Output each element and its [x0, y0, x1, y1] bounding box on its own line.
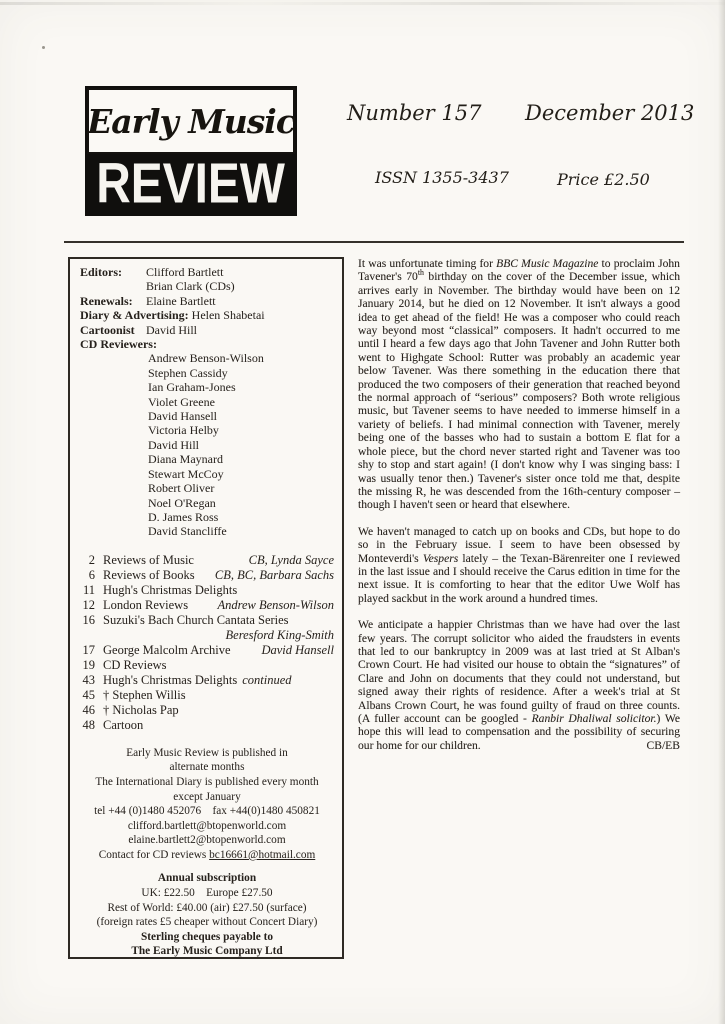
magazine-logo	[85, 86, 297, 216]
cd-reviewer-name: Noel O'Regan	[148, 495, 216, 510]
subscription-line: UK: £22.50 Europe £27.50	[141, 887, 273, 900]
diary-label: Diary & Advertising:	[80, 308, 189, 323]
publication-line: alternate months	[169, 761, 245, 774]
publication-info	[80, 746, 334, 863]
scan-artifact-right-edge	[718, 0, 725, 1024]
renewals-name: Elaine Bartlett	[146, 293, 216, 308]
cd-reviewer-name: David Hill	[148, 437, 199, 452]
cd-reviewer-name: Andrew Benson-Wilson	[148, 351, 264, 366]
cd-contact-line: Contact for CD reviews bc16661@hotmail.com	[98, 848, 316, 861]
contents-title-continued: continued	[242, 672, 292, 687]
masthead-renewals-row	[80, 294, 334, 308]
contents-page-number: 45	[82, 687, 95, 702]
contents-title: Hugh's Christmas Delights	[103, 672, 238, 687]
contents-author	[330, 718, 334, 733]
contents-author	[330, 583, 334, 598]
contents-title: CD Reviews	[103, 657, 167, 672]
subscription-line: (foreign rates £5 cheaper without Concert Diary)	[96, 916, 318, 929]
editor-name: Clifford Bartlett	[146, 265, 224, 279]
subscription-title: Annual subscription	[157, 872, 257, 885]
cd-reviewer-name: David Stancliffe	[148, 524, 227, 539]
contents-title: † Nicholas Pap	[103, 702, 179, 717]
cartoonist-name: David Hill	[146, 322, 197, 337]
contents-title: London Reviews	[103, 597, 189, 612]
contents-title: Hugh's Christmas Delights	[103, 582, 238, 597]
contents-page-number: 43	[82, 672, 95, 687]
masthead-cartoonist-row	[80, 323, 334, 337]
contents-page-number: 16	[82, 612, 95, 627]
contents-author: CB, Lynda Sayce	[248, 552, 334, 567]
masthead-editors-row	[80, 279, 334, 293]
editors-label: Editors:	[80, 265, 122, 279]
issue-number: Number 157	[347, 101, 482, 125]
contents-page-number: 6	[88, 567, 95, 582]
renewals-label: Renewals:	[80, 293, 133, 308]
contents-author	[330, 613, 334, 628]
contents-row	[80, 568, 334, 583]
cd-reviewer-name: Robert Oliver	[148, 481, 215, 496]
editorial-paragraph: It was unfortunate timing for BBC Music Magazine to proclaim John Tavener's 70th birthday on the cover of the December issue, which arrives early in November. The birthday would have been on 12 January 2014, but he died on 12 November. It isn't always a good idea to get ahead of the field! He was a composer who could reach way beyond most “classical” composers. It hadn't occurred to me until I heard a few days ago that John Tavener and John Rutter both went to Highgate School: Rutter was probably an academic year below Tavener. Was there something in the education there that produced the two composers of their generation that reached beyond the normal approach of “serious” composers? Both wrote religious music, but Tavener seems to have needed to immerse himself in a variety of beliefs. I had minimal connection with Tavener, merely being one of the basses who had to sustain a bottom E flat for a whole piece, but the chord never started right and Tavener was too shy to stop and start again! (I don't know why I was singing bass: I was usually tenor then.) Tavener's sister once told me that, despite the missing R, he was descended from the 16th-century composer – though I haven't seen or heard that elsewhere.	[358, 257, 680, 512]
price: Price £2.50	[557, 170, 650, 189]
editor-name: Brian Clark (CDs)	[146, 279, 235, 294]
contents-author: CB, BC, Barbara Sachs	[214, 567, 334, 582]
contents-row-attribution	[80, 628, 334, 643]
contents-row	[80, 553, 334, 568]
contents-page-number: 17	[82, 642, 95, 657]
contents-title: Cartoon	[103, 717, 144, 732]
cartoonist-label: Cartoonist	[80, 322, 135, 337]
contents-title: George Malcolm Archive	[103, 642, 231, 657]
issue-date: December 2013	[525, 101, 695, 125]
contents-author	[330, 673, 334, 688]
header-divider-rule	[64, 241, 684, 243]
editorial-signoff: CB/EB	[646, 738, 680, 752]
contents-page-number: 48	[82, 717, 95, 732]
cd-reviewer-name: Stephen Cassidy	[148, 365, 228, 380]
cheques-payee: The Early Music Company Ltd	[131, 945, 283, 958]
cd-reviewer-name: Stewart McCoy	[148, 466, 224, 481]
scan-artifact-dot	[42, 46, 45, 49]
contents-page-number: 19	[82, 657, 95, 672]
contents-title: † Stephen Willis	[103, 687, 186, 702]
issn: ISSN 1355-3437	[375, 168, 509, 187]
cd-reviewer-name: David Hansell	[148, 409, 217, 424]
logo-bottom-panel	[87, 154, 295, 214]
email-elaine: elaine.bartlett2@btopenworld.com	[128, 834, 286, 847]
publication-line: The International Diary is published every month	[95, 775, 319, 788]
masthead-contents-box	[68, 257, 344, 959]
masthead-diary-row	[80, 308, 334, 322]
contents-row	[80, 703, 334, 718]
contents-row	[80, 643, 334, 658]
contents-author	[330, 688, 334, 703]
contents-row	[80, 598, 334, 613]
logo-top-panel	[87, 88, 295, 154]
contents-row	[80, 613, 334, 628]
publication-line: except January	[173, 790, 241, 803]
contents-row	[80, 673, 334, 688]
editorial-column	[358, 257, 680, 752]
contents-title: Reviews of Books	[103, 567, 195, 582]
contents-row	[80, 583, 334, 598]
contents-row	[80, 718, 334, 733]
logo-review-text: REVIEW	[96, 152, 286, 216]
contents-page-number: 12	[82, 597, 95, 612]
contents-list	[80, 553, 334, 733]
cd-reviewer-name: Diana Maynard	[148, 452, 223, 467]
subscription-info	[80, 871, 334, 959]
cd-reviewer-name: D. James Ross	[148, 509, 219, 524]
editorial-paragraph: We haven't managed to catch up on books and CDs, but hope to do so in the February issue. I seem to have been obsessed by Monteverdi's Vespers lately – the Texan-Bärenreiter one I reviewed in the last issue and I should receive the Carus edition in time for the next issue. It is comforting to hear that the editor Uwe Wolf has played sackbut in the work around a hundred times.	[358, 524, 680, 605]
masthead-editors-row	[80, 265, 334, 279]
contents-page-number: 2	[88, 552, 95, 567]
cheques-line: Sterling cheques payable to	[140, 930, 274, 943]
cd-reviewers-label: CD Reviewers:	[80, 337, 157, 352]
contents-author: Andrew Benson-Wilson	[217, 597, 334, 612]
contents-author	[330, 703, 334, 718]
cd-reviewer-name: Violet Greene	[148, 394, 215, 409]
contents-page-number: 11	[82, 582, 95, 597]
scan-artifact-top	[0, 2, 725, 5]
subscription-line: Rest of World: £40.00 (air) £27.50 (surface)	[107, 901, 307, 914]
diary-name: Helen Shabetai	[191, 308, 265, 323]
contents-row	[80, 688, 334, 703]
cd-reviewers-list	[148, 351, 334, 538]
publication-line: Early Music Review is published in	[126, 746, 288, 759]
editorial-paragraph: We anticipate a happier Christmas than we have had over the last few years. The corrupt solicitor who aided the fraudsters in events that led to our bankruptcy in 2009 was at last tried at St Alban's Crown Court. He had visited our house to obtain the “signatures” of Clare and John on documents that they could not understand, but signed away their rights of residence. After a week's trial at St Albans Crown Court, he was found guilty of fraud on three counts. (A fuller account can be googled - Ranbir Dhaliwal solicitor.) We hope this will lead to compensation and the possibility of securing our home for our children.	[358, 618, 680, 752]
logo-title-text: Early Music	[87, 101, 295, 141]
contents-title: Suzuki's Bach Church Cantata Series	[103, 612, 289, 627]
contents-author: Beresford King-Smith	[225, 627, 334, 642]
contents-author	[330, 658, 334, 673]
contents-page-number: 46	[82, 702, 95, 717]
cd-reviewer-name: Ian Graham-Jones	[148, 380, 236, 395]
email-clifford: clifford.bartlett@btopenworld.com	[127, 819, 287, 832]
contents-title: Reviews of Music	[103, 552, 194, 567]
contents-author: David Hansell	[261, 642, 334, 657]
phone-fax-line: tel +44 (0)1480 452076 fax +44(0)1480 450821	[94, 805, 320, 818]
contents-row	[80, 658, 334, 673]
cd-reviewer-name: Victoria Helby	[148, 423, 219, 438]
